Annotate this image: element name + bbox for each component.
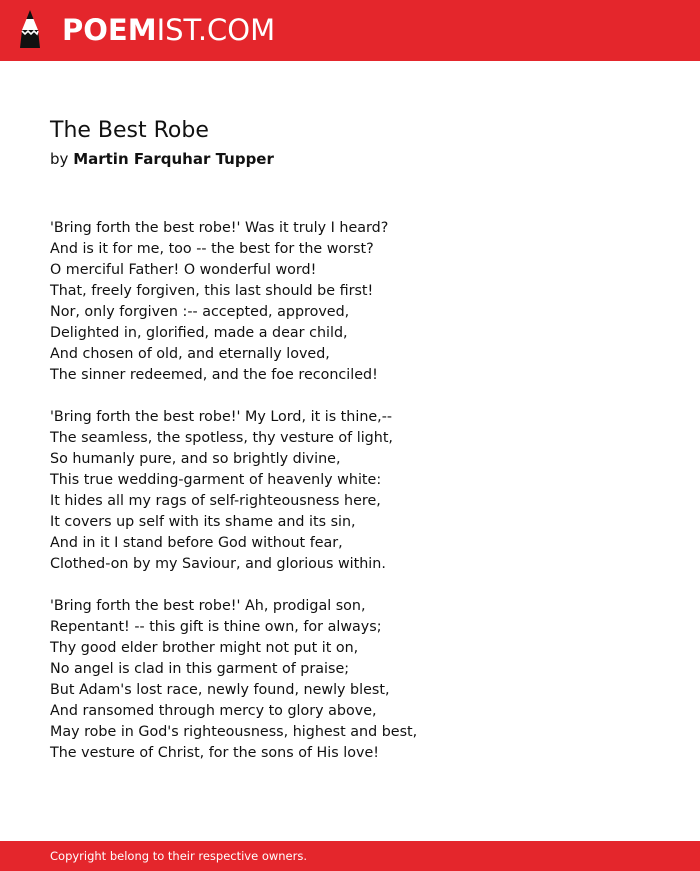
poem-line: The sinner redeemed, and the foe reconciled! [50,367,378,383]
poem-line: Clothed-on by my Saviour, and glorious within. [50,556,386,572]
poem-line: May robe in God's righteousness, highest and best, [50,724,418,740]
poem-title: The Best Robe [50,118,209,143]
poem-line: 'Bring forth the best robe!' Ah, prodigal son, [50,598,366,614]
poem-body [50,218,670,764]
poem-line: The vesture of Christ, for the sons of His love! [50,745,379,761]
poem-line: Thy good elder brother might not put it on, [50,640,359,656]
poem-line: But Adam's lost race, newly found, newly blest, [50,682,390,698]
stanza-3 [50,596,670,764]
site-footer [0,841,700,871]
poem-line: It hides all my rags of self-righteousness here, [50,493,381,509]
poem-line: That, freely forgiven, this last should be first! [50,283,374,299]
copyright-notice: Copyright belong to their respective owners. [50,849,308,863]
poem-author: Martin Farquhar Tupper [73,150,274,168]
poem-line: And in it I stand before God without fear, [50,535,343,551]
stanza-1 [50,218,670,386]
poem-line: And ransomed through mercy to glory above, [50,703,377,719]
poem-line: Delighted in, glorified, made a dear child, [50,325,348,341]
logo-light-text: IST.COM [156,13,276,47]
poem-line: And is it for me, too -- the best for the worst? [50,241,374,257]
poem-line: 'Bring forth the best robe!' My Lord, it is thine,-- [50,409,393,425]
pencil-icon [18,10,42,50]
poem-line: O merciful Father! O wonderful word! [50,262,317,278]
poem-line: So humanly pure, and so brightly divine, [50,451,341,467]
poem-line: No angel is clad in this garment of praise; [50,661,350,677]
logo-bold-text: POEM [62,13,157,47]
byline-prefix: by [50,150,69,168]
poem-line: Repentant! -- this gift is thine own, for always; [50,619,382,635]
poem-byline [50,148,670,170]
poem-line: The seamless, the spotless, thy vesture of light, [50,430,393,446]
poem-line: And chosen of old, and eternally loved, [50,346,330,362]
poem-line: 'Bring forth the best robe!' Was it truly I heard? [50,220,389,236]
site-header [0,0,700,61]
stanza-2 [50,407,670,575]
logo-wordmark [62,10,275,50]
site-logo-link[interactable] [18,10,275,50]
poem-content [50,115,670,785]
poem-line: Nor, only forgiven :-- accepted, approved, [50,304,350,320]
poem-line: This true wedding-garment of heavenly white: [50,472,382,488]
poem-line: It covers up self with its shame and its sin, [50,514,356,530]
